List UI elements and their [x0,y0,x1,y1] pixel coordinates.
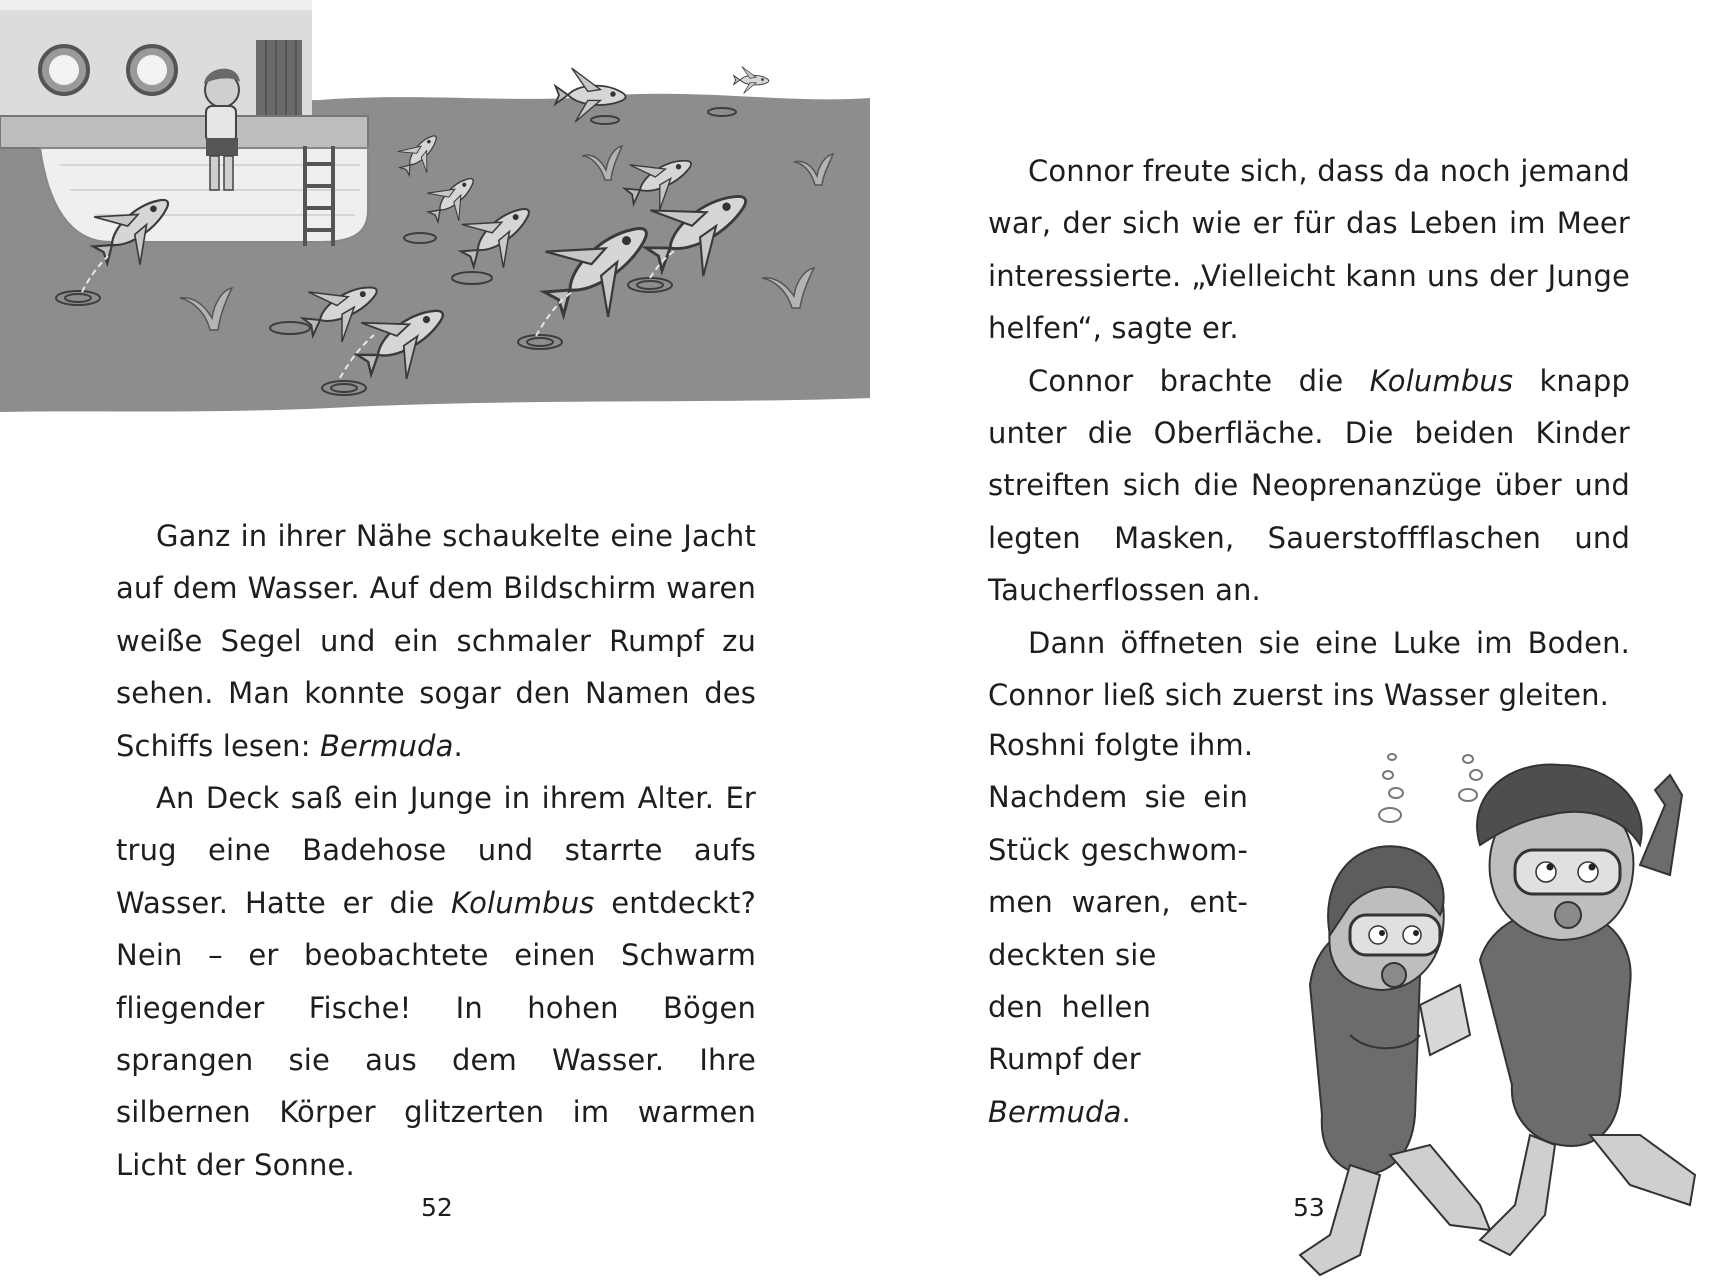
page-number: 52 [421,1193,453,1222]
text-line: den hellen [988,990,1151,1025]
ship-name: Kolumbus [1369,363,1514,398]
paragraph: An Deck saß ein Junge in ihrem Alter. Er trug eine Badehose und starrte aufs Wasser. Hatte er die Kolumbus entdeckt? Nein – er beobachtete einen Schwarm fliegender Fische! In hohen Bögen sprangen sie aus dem Wasser. Ihre silbernen Körper glitzerten im warmen Licht der Sonne. [116,781,756,1182]
text-line: Roshni folgte ihm. [988,728,1254,762]
text-line: Stück geschwom- [988,832,1248,867]
text-line: deckten sie [988,937,1157,972]
right-text-block [988,145,1630,721]
paragraph: Connor brachte die Kolumbus knapp unter die Oberfläche. Die beiden Kinder streiften sich die Neoprenanzüge über und legten Masken, Sauerstoffflaschen und Taucherflossen an. [988,363,1630,608]
ship-name: Bermuda [988,1094,1122,1129]
paragraph: Connor freute sich, dass da noch jemand war, der sich wie er für das Leben im Meer interessierte. „Vielleicht kann uns der Junge helfen“, sagte er. [988,154,1630,346]
left-text-block [116,510,756,1191]
paragraph: Dann öffneten sie eine Luke im Boden. Connor ließ sich zuerst ins Wasser gleiten. [988,625,1630,713]
text-line: men waren, ent- [988,885,1248,920]
narrow-text-block [988,719,1254,1138]
text-line: Bermuda. [988,1094,1131,1129]
ship-name: Bermuda [320,728,454,763]
paragraph: Ganz in ihrer Nähe schaukelte eine Jacht auf dem Wasser. Auf dem Bildschirm waren weiße Segel und ein schmaler Rumpf zu sehen. Man konnte sogar den Namen des Schiffs lesen: Bermuda. [116,519,756,763]
text-line: Nachdem sie ein [988,780,1248,815]
divers-illustration [1290,735,1710,1280]
text-line: Rumpf der [988,1042,1141,1077]
page-number: 53 [1293,1193,1325,1222]
ship-name: Kolumbus [451,885,595,920]
flying-fish-illustration [0,0,870,416]
